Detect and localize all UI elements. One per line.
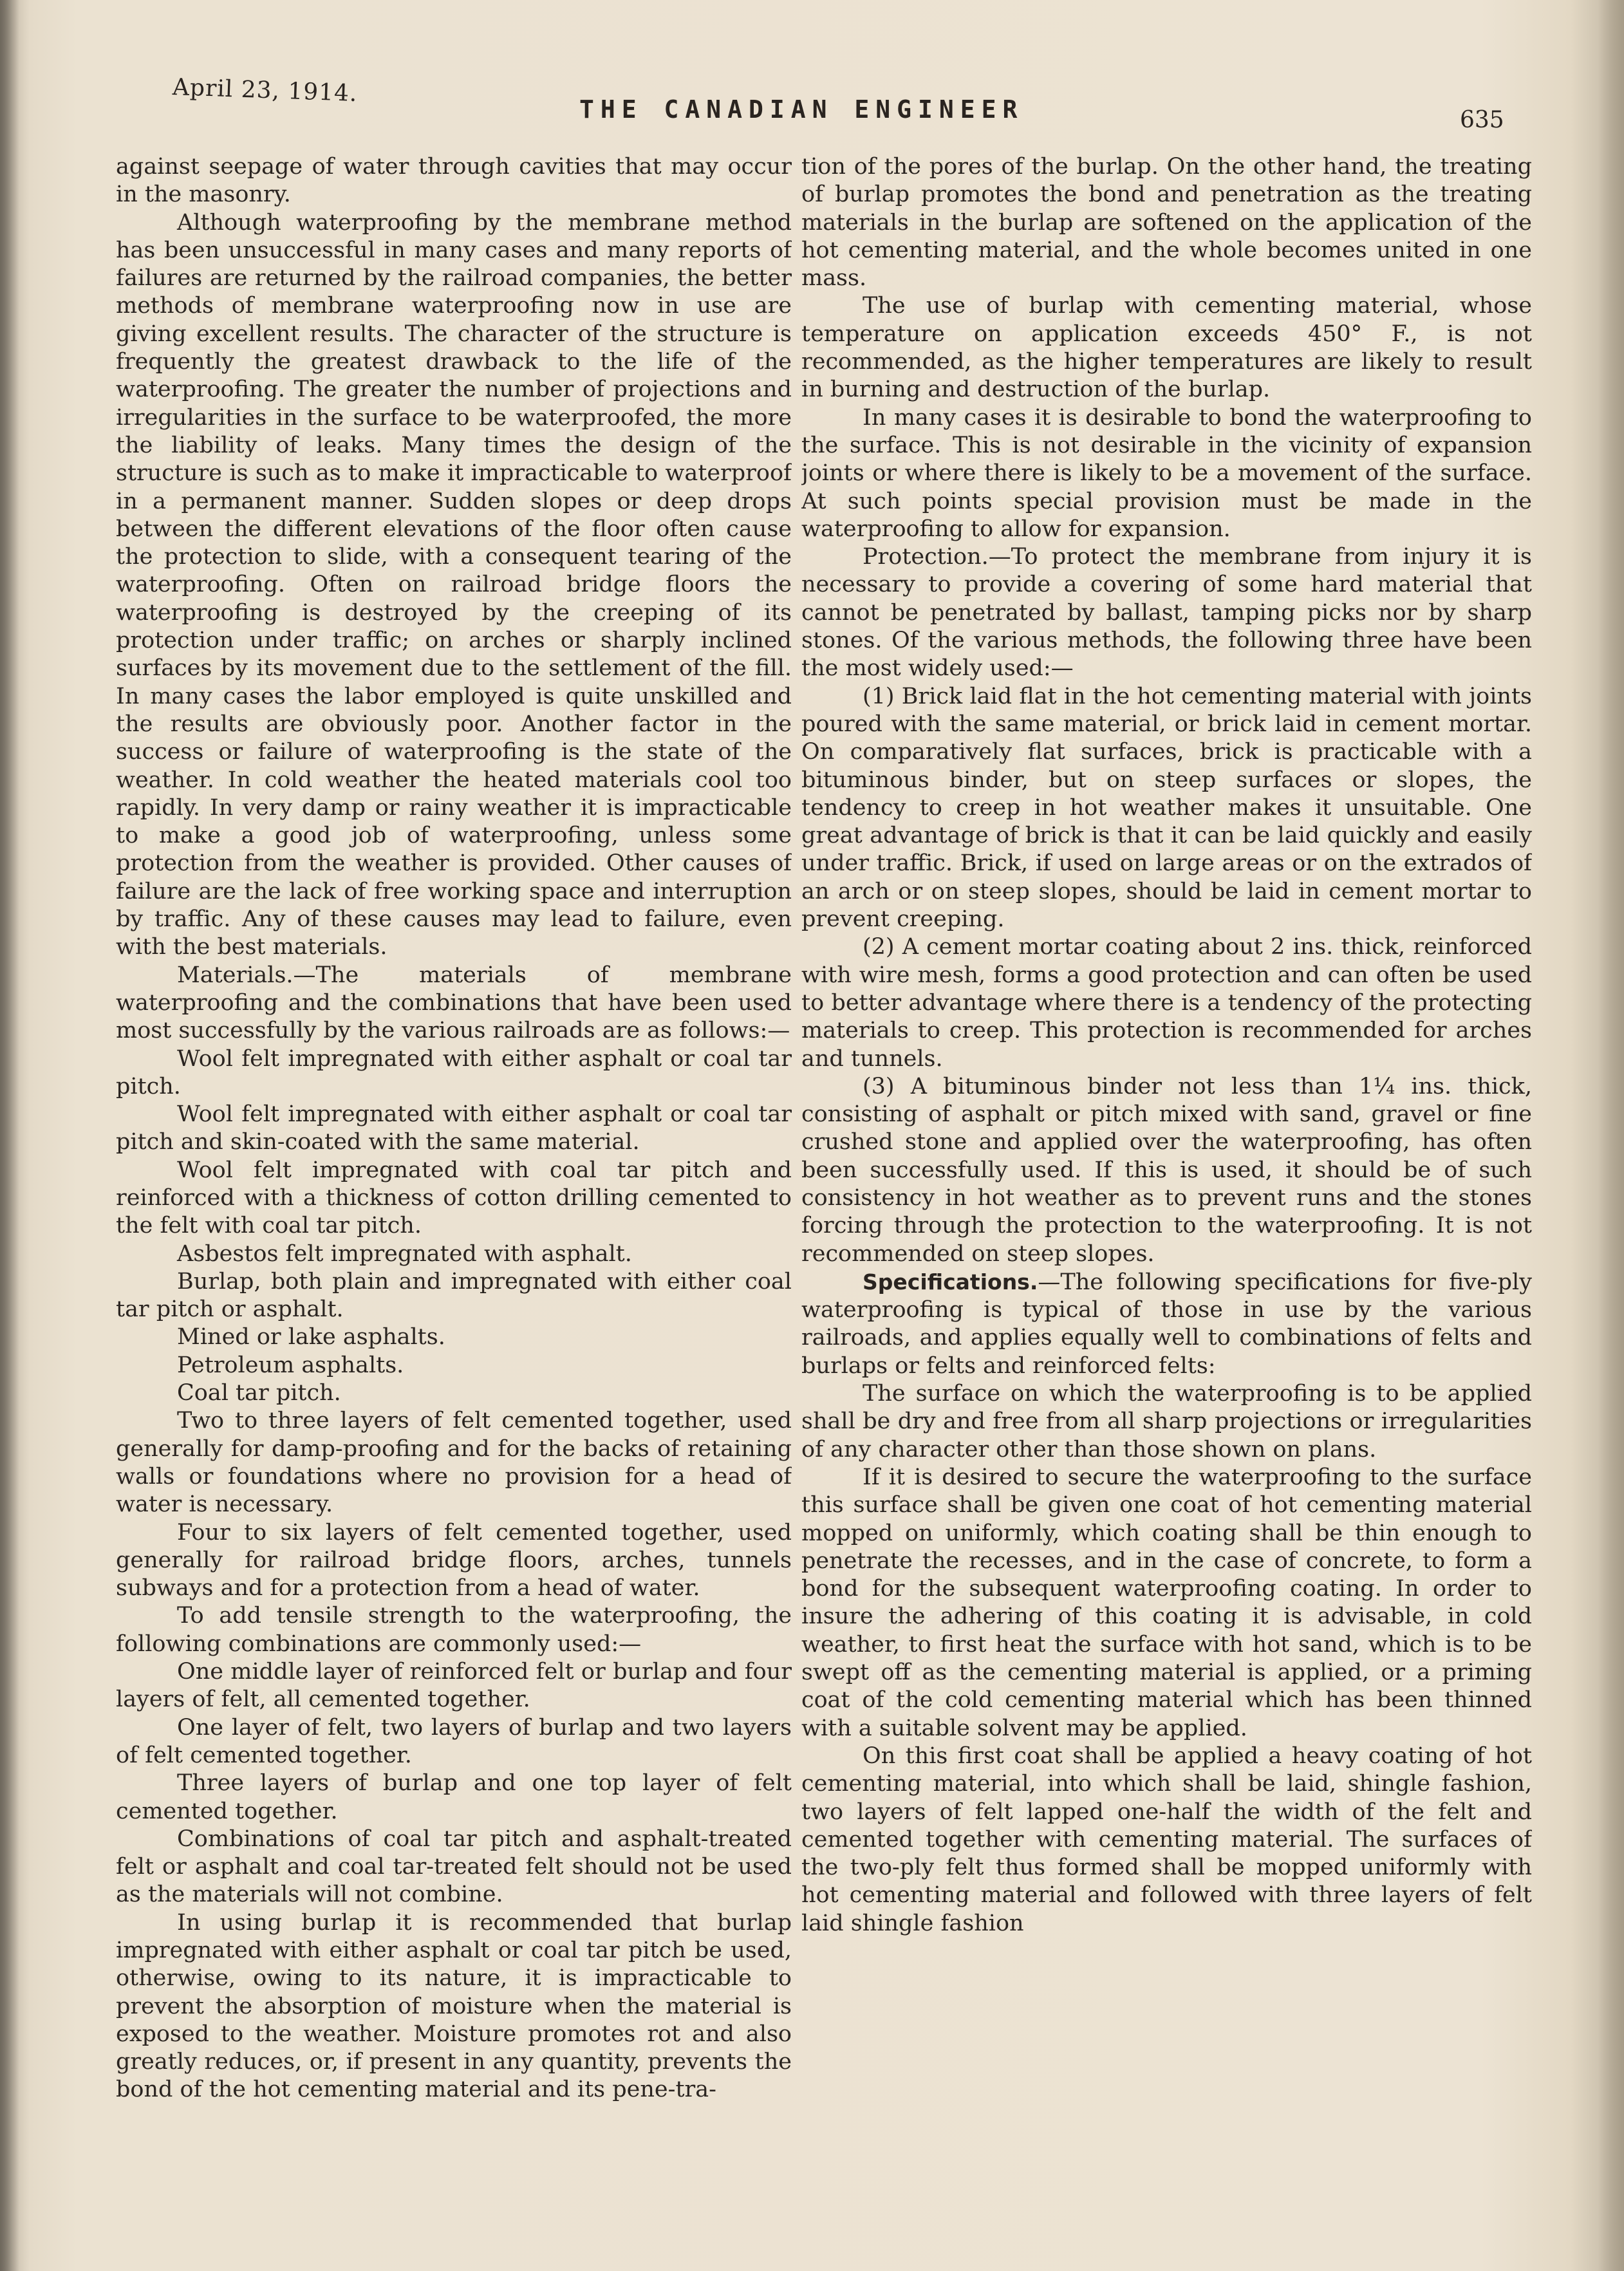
paragraph: Four to six layers of felt cemented together, used generally for railroad bridge floors, arches, tunnels subways and for a protection from a head of water. xyxy=(116,1519,792,1602)
paragraph-text: —The following specifications for five-ply waterproofing is typical of those in use by the various railroads, and applies equally well to combinations of felts and burlaps or felts and reinforced felts: xyxy=(801,1269,1532,1379)
paragraph: Wool felt impregnated with either asphalt or coal tar pitch and skin-coated with the same material. xyxy=(116,1101,792,1155)
running-header xyxy=(0,70,1624,133)
paragraph: Asbestos felt impregnated with asphalt. xyxy=(177,1240,632,1267)
paragraph: Mined or lake asphalts. xyxy=(177,1324,445,1350)
paragraph: against seepage of water through cavities that may occur in the masonry. xyxy=(116,154,792,208)
paragraph: (1) Brick laid flat in the hot cementing material with joints poured with the same material, or brick laid in cement mortar. On comparatively flat surfaces, brick is practicable with a bituminous binder, but on steep surfaces or slopes, the tendency to creep in hot weather makes it unsuitable. One great advantage of brick is that it can be laid quickly and easily under traffic. Brick, if used on large areas or on the extrados of an arch or on steep slopes, should be laid in cement mortar to prevent creeping. xyxy=(801,683,1532,933)
paragraph: tion of the pores of the burlap. On the other hand, the treating of burlap promotes the bond and penetration as the treating materials in the burlap are softened on the application of the hot cementing material, and the whole becomes united in one mass. xyxy=(801,154,1532,292)
paragraph: In using burlap it is recommended that burlap impregnated with either asphalt or coal tar pitch be used, otherwise, owing to its nature, it is impracticable to prevent the absorption of moisture when the material is exposed to the weather. Moisture promotes rot and also greatly reduces, or, if present in any quantity, prevents the bond of the hot cementing material and its pene-tra- xyxy=(116,1909,792,2103)
paragraph: Coal tar pitch. xyxy=(177,1380,341,1407)
paragraph: The surface on which the waterproofing is to be applied shall be dry and free from all sharp projections or irregularities of any character other than those shown on plans. xyxy=(801,1381,1532,1463)
paragraph: Wool felt impregnated with either asphalt or coal tar pitch. xyxy=(116,1045,792,1099)
paragraph: To add tensile strength to the waterproofing, the following combinations are commonly used:— xyxy=(116,1603,792,1657)
paragraph: Petroleum asphalts. xyxy=(177,1352,404,1378)
paragraph: Although waterproofing by the membrane method has been unsuccessful in many cases and many reports of failures are returned by the railroad companies, the better methods of membrane waterproofing now in use are giving excellent results. The character of the structure is frequently the greatest drawback to the life of the waterproofing. The greater the number of projections and irregularities in the surface to be waterproofed, the more the liability of leaks. Many times the design of the structure is such as to make it impracticable to waterproof in a permanent manner. Sudden slopes or deep drops between the different elevations of the floor often cause the protection to slide, with a consequent tearing of the waterproofing. Often on railroad bridge floors the waterproofing is destroyed by the creeping of its protection under traffic; on arches or sharply inclined surfaces by its movement due to the settlement of the fill. In many cases the labor employed is quite unskilled and the results are obviously poor. Another factor in the success or failure of waterproofing is the state of the weather. In cold weather the heated materials cool too rapidly. In very damp or rainy weather it is impracticable to make a good job of waterproofing, unless some protection from the weather is provided. Other causes of failure are the lack of free working space and interruption by traffic. Any of these causes may lead to failure, even with the best materials. xyxy=(116,209,792,960)
paragraph: Protection.—To protect the membrane from injury it is necessary to provide a covering of some hard material that cannot be penetrated by ballast, tamping picks nor by sharp stones. Of the various methods, the following three have been the most widely used:— xyxy=(801,544,1532,682)
paragraph: The use of burlap with cementing material, whose temperature on application exceeds 450° F., is not recommended, as the higher temperatures are likely to result in burning and destruction of the burlap. xyxy=(801,293,1532,403)
right-column xyxy=(801,153,1532,2149)
binding-shadow xyxy=(0,0,19,2271)
paragraph: Three layers of burlap and one top layer of felt cemented together. xyxy=(116,1770,792,1824)
paragraph: Burlap, both plain and impregnated with either coal tar pitch or asphalt. xyxy=(116,1268,792,1323)
paragraph: One layer of felt, two layers of burlap and two layers of felt cemented together. xyxy=(116,1714,792,1768)
paragraph xyxy=(801,1268,1532,1380)
paragraph: Combinations of coal tar pitch and asphalt-treated felt or asphalt and coal tar-treated felt should not be used as the materials will not combine. xyxy=(116,1826,792,1908)
page-edge xyxy=(1598,0,1624,2271)
paragraph: (2) A cement mortar coating about 2 ins. thick, reinforced with wire mesh, forms a good protection and can often be used to better advantage where there is a tendency of the protecting materials to creep. This protection is recommended for arches and tunnels. xyxy=(801,934,1532,1072)
paragraph: One middle layer of reinforced felt or burlap and four layers of felt, all cemented together. xyxy=(116,1659,792,1713)
paragraph: Materials.—The materials of membrane waterproofing and the combinations that have been used most successfully by the various railroads are as follows:— xyxy=(116,962,792,1044)
paragraph: Two to three layers of felt cemented together, used generally for damp-proofing and for the backs of retaining walls or foundations where no provision for a head of water is necessary. xyxy=(116,1408,792,1518)
header-date: April 23, 1914. xyxy=(172,73,359,107)
paragraph: On this first coat shall be applied a heavy coating of hot cementing material, into which shall be laid, shingle fashion, two layers of felt lapped one-half the width of the felt and cemented together with cementing material. The surfaces of the two-ply felt thus formed shall be mopped uniformly with hot cementing material and followed with three layers of felt laid shingle fashion xyxy=(801,1743,1532,1936)
paragraph: Wool felt impregnated with coal tar pitch and reinforced with a thickness of cotton drilling cemented to the felt with coal tar pitch. xyxy=(116,1157,792,1239)
section-heading: Specifications. xyxy=(863,1269,1038,1294)
left-column xyxy=(116,153,792,2149)
paragraph: In many cases it is desirable to bond the waterproofing to the surface. This is not desirable in the vicinity of expansion joints or where there is likely to be a movement of the surface. At such points special provision must be made in the waterproofing to allow for expansion. xyxy=(801,404,1532,542)
paragraph: If it is desired to secure the waterproofing to the surface this surface shall be given one coat of hot cementing material mopped on uniformly, which coating shall be thin enough to penetrate the recesses, and in the case of concrete, to form a bond for the subsequent waterproofing coating. In order to insure the adhering of this coating it is advisable, in cold weather, to first heat the surface with hot sand, which is to be swept off as the cementing material is applied, or a priming coat of the cold cementing material which has been thinned with a suitable solvent may be applied. xyxy=(801,1464,1532,1741)
journal-title: THE CANADIAN ENGINEER xyxy=(579,95,1024,124)
page-number: 635 xyxy=(1460,107,1504,133)
paragraph: (3) A bituminous binder not less than 1¼ ins. thick, consisting of asphalt or pitch mixed with sand, gravel or fine crushed stone and applied over the waterproofing, has often been successfully used. If this is used, it should be of such consistency in hot weather as to prevent runs and the stones forcing through the protection to the waterproofing. It is not recommended on steep slopes. xyxy=(801,1073,1532,1267)
